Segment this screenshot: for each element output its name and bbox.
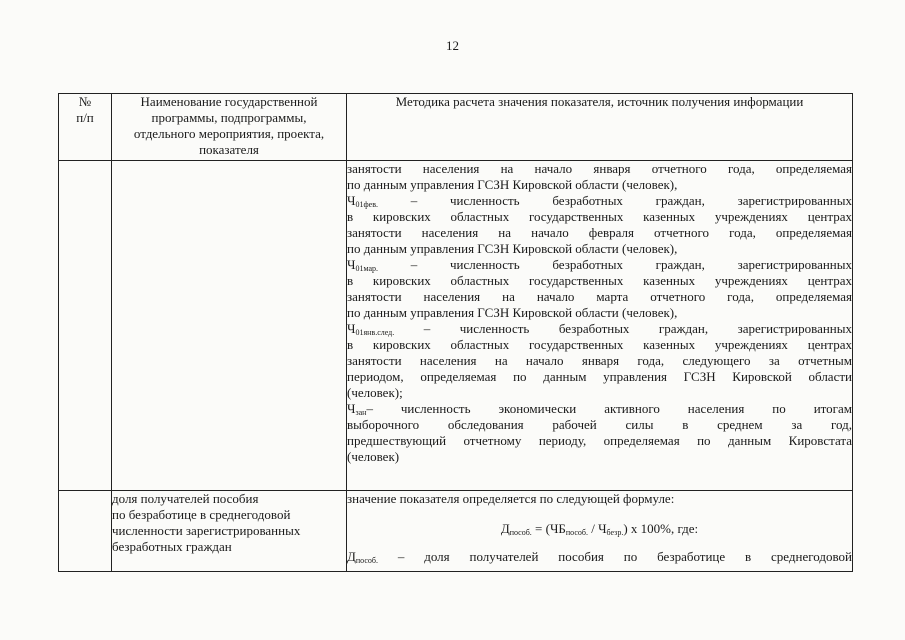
text-line: по данным управления ГСЗН Кировской области (человек), — [347, 177, 678, 192]
header-method: Методика расчета значения показателя, источник получения информации — [347, 94, 853, 161]
text-line: в кировских областных государственных казенных учреждениях центрах — [347, 337, 852, 352]
text-line: занятости населения на начало февраля отчетного года, определяемая — [347, 225, 852, 240]
cell-method — [347, 161, 853, 491]
text-line: выборочного обследования рабочей силы в среднем за год, — [347, 417, 852, 432]
text-line: занятости населения на начало января года, следующего за отчетным — [347, 353, 852, 368]
text-line: по данным управления ГСЗН Кировской области (человек), — [347, 241, 678, 256]
header-name: Наименование государственной программы, подпрограммы, отдельного мероприятия, проекта, показателя — [112, 94, 347, 161]
text-line: предшествующий отчетному периоду, определяемая по данным Кировстата — [347, 433, 852, 448]
variable-definition-line: $Ч_{01янв.след.}$ – численность безработных граждан, зарегистрированных — [347, 321, 852, 337]
variable-definition-line: $Ч_{01мар.}$ – численность безработных граждан, зарегистрированных — [347, 257, 852, 273]
table-row — [59, 491, 853, 572]
method-intro: значение показателя определяется по следующей формуле: — [347, 491, 675, 506]
variable-definition-line: $Ч_{01фев.}$ – численность безработных граждан, зарегистрированных — [347, 193, 852, 209]
text-line: занятости населения на начало января отчетного года, определяемая — [347, 161, 852, 176]
cell-number — [59, 161, 112, 491]
text-line: (человек); — [347, 385, 403, 400]
cell-name — [112, 161, 347, 491]
cell-method — [347, 491, 853, 572]
indicator-table — [58, 93, 853, 572]
text-line: периодом, определяемая по данным управления ГСЗН Кировской области — [347, 369, 852, 384]
header-number: № п/п — [59, 94, 112, 161]
table-row — [59, 161, 853, 491]
text-line: по данным управления ГСЗН Кировской области (человек), — [347, 305, 678, 320]
page-number: 12 — [446, 38, 459, 53]
formula: $Д_{пособ.} = (ЧБ_{пособ.} / Ч_{безр.})$ х 100%, где: — [500, 521, 699, 537]
text-line: занятости населения на начало марта отчетного года, определяемая — [347, 289, 852, 304]
text-line: (человек) — [347, 449, 400, 464]
table-header-row — [59, 94, 853, 161]
cell-number — [59, 491, 112, 572]
text-line: в кировских областных государственных казенных учреждениях центрах — [347, 273, 852, 288]
variable-definition-line: $Ч_{зан}-$ численность экономически активного населения по итогам — [347, 401, 852, 417]
text-line: в кировских областных государственных казенных учреждениях центрах — [347, 209, 852, 224]
cell-name: доля получателей пособия по безработице в среднегодовой численности зарегистрированных безработных граждан — [112, 491, 347, 572]
formula-definition: $Д_{пособ.}$ – доля получателей пособия по безработице в среднегодовой — [347, 549, 852, 565]
